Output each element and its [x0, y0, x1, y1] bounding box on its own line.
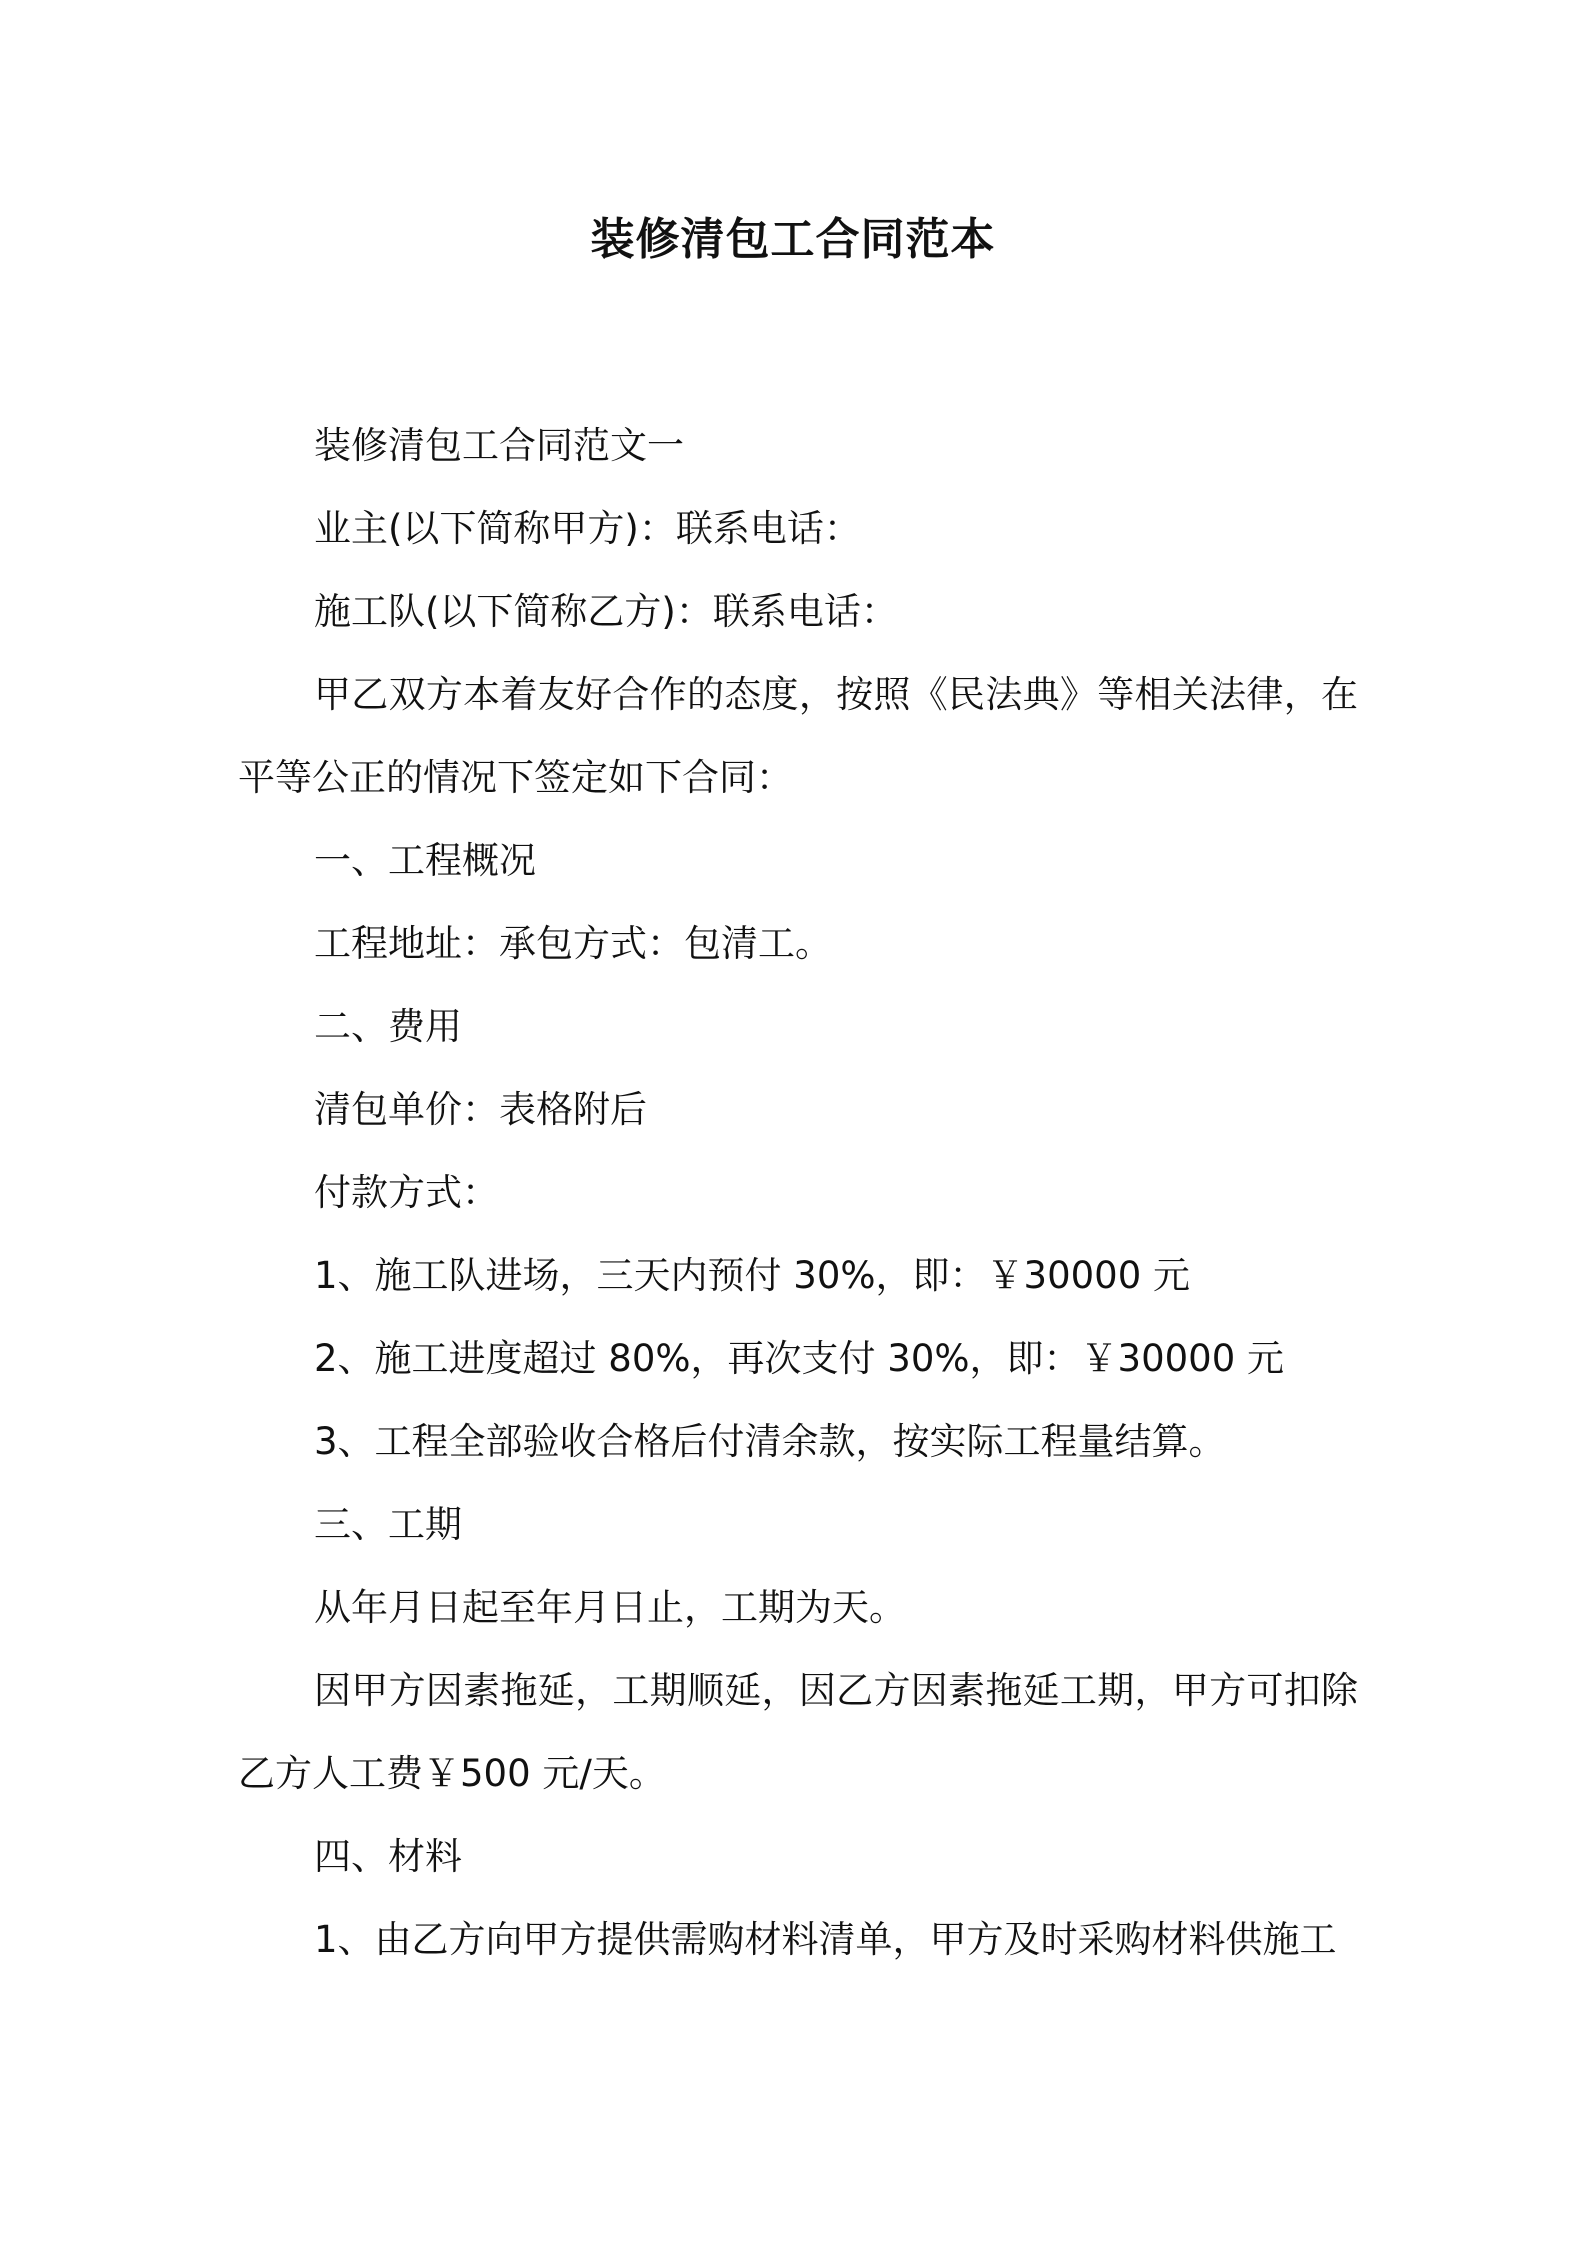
document-body	[238, 404, 1358, 1981]
paragraph-payment-item-2: 2、施工进度超过 80%，再次支付 30%，即：￥30000 元	[314, 1337, 1285, 1380]
paragraph-payment-item-3: 3、工程全部验收合格后付清余款，按实际工程量结算。	[314, 1420, 1226, 1463]
paragraph-unit-price: 清包单价：表格附后	[314, 1088, 647, 1131]
paragraph-payment-item-1: 1、施工队进场，三天内预付 30%，即：￥30000 元	[314, 1254, 1191, 1297]
section-heading-project-overview: 一、工程概况	[314, 839, 536, 882]
paragraph-payment-method: 付款方式：	[314, 1171, 499, 1214]
section-heading-materials: 四、材料	[314, 1835, 462, 1878]
paragraph-owner-info: 业主(以下简称甲方)：联系电话：	[314, 507, 861, 550]
paragraph-project-address: 工程地址：承包方式：包清工。	[314, 922, 832, 965]
paragraph-preamble: 甲乙双方本着友好合作的态度，按照《民法典》等相关法律，在平等公正的情况下签定如下合同：	[238, 673, 1358, 799]
section-heading-fees: 二、费用	[314, 1005, 462, 1048]
paragraph-schedule-dates: 从年月日起至年月日止，工期为天。	[314, 1586, 906, 1629]
paragraph-delay-penalty: 因甲方因素拖延，工期顺延，因乙方因素拖延工期，甲方可扣除乙方人工费￥500 元/天。	[238, 1669, 1358, 1795]
paragraph-contractor-info: 施工队(以下简称乙方)：联系电话：	[314, 590, 898, 633]
paragraph-sample-heading: 装修清包工合同范文一	[314, 424, 684, 467]
paragraph-materials-item-1: 1、由乙方向甲方提供需购材料清单，甲方及时采购材料供施工	[314, 1918, 1337, 1961]
section-heading-schedule: 三、工期	[314, 1503, 462, 1546]
document-title: 装修清包工合同范本	[590, 214, 996, 265]
